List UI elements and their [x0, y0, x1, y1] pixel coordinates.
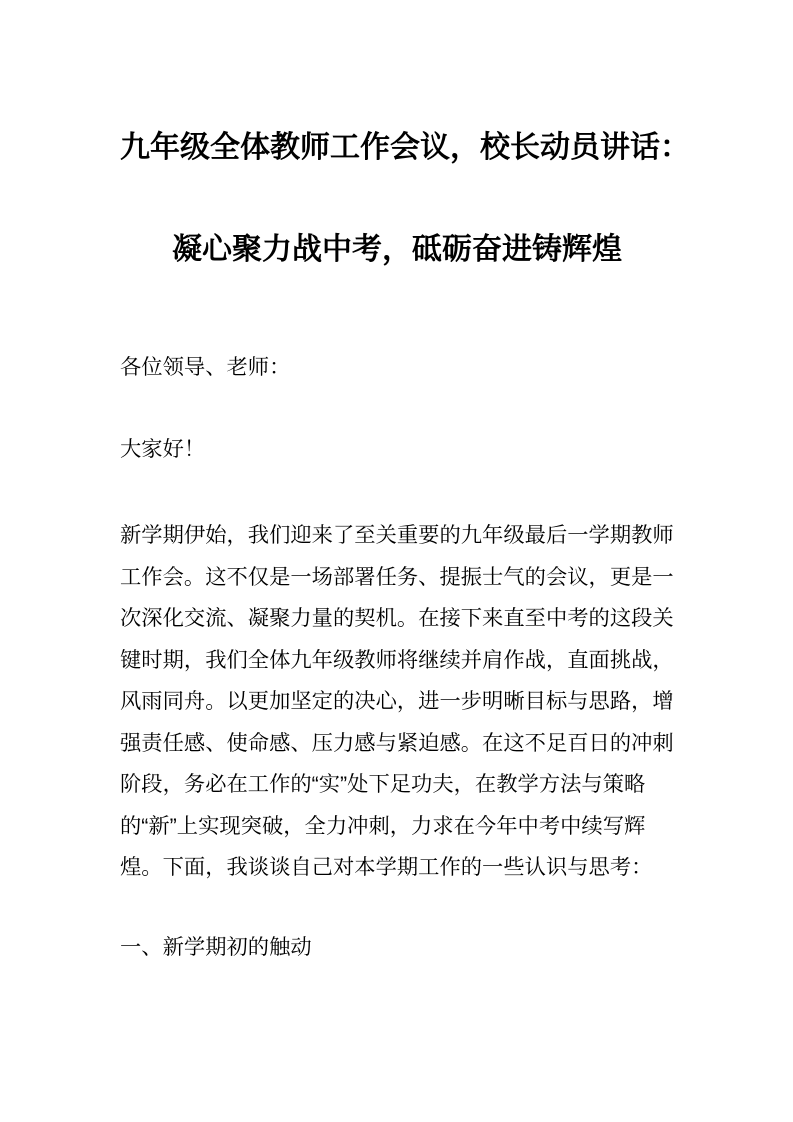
paragraph-line: 新学期伊始，我们迎来了至关重要的九年级最后一学期教师	[120, 523, 674, 547]
greeting-line: 大家好！	[120, 436, 206, 461]
paragraph-line: 强责任感、使命感、压力感与紧迫感。在这不足百日的冲刺	[120, 730, 674, 755]
paragraph-line: 煌。下面，我谈谈自己对本学期工作的一些认识与思考：	[120, 855, 653, 879]
paragraph-line: 风雨同舟。以更加坚定的决心，进一步明晰目标与思路，增	[120, 689, 674, 713]
paragraph-line: 工作会。这不仅是一场部署任务、提振士气的会议，更是一	[120, 564, 674, 589]
paragraph-line: 的“新”上实现突破，全力冲刺，力求在今年中考中续写辉	[120, 813, 646, 838]
paragraph-line: 次深化交流、凝聚力量的契机。在接下来直至中考的这段关	[120, 606, 674, 630]
salutation-line: 各位领导、老师：	[120, 355, 291, 379]
section-heading: 一、新学期初的触动	[120, 934, 312, 959]
paragraph-line: 阶段，务必在工作的“实”处下足功夫，在教学方法与策略	[120, 772, 646, 796]
document-title-line2: 凝心聚力战中考，砥砺奋进铸辉煌	[172, 233, 622, 266]
document-title-line1: 九年级全体教师工作会议，校长动员讲话：	[120, 131, 690, 164]
paragraph-line: 键时期，我们全体九年级教师将继续并肩作战，直面挑战，	[120, 647, 674, 672]
body-paragraph	[120, 515, 674, 889]
